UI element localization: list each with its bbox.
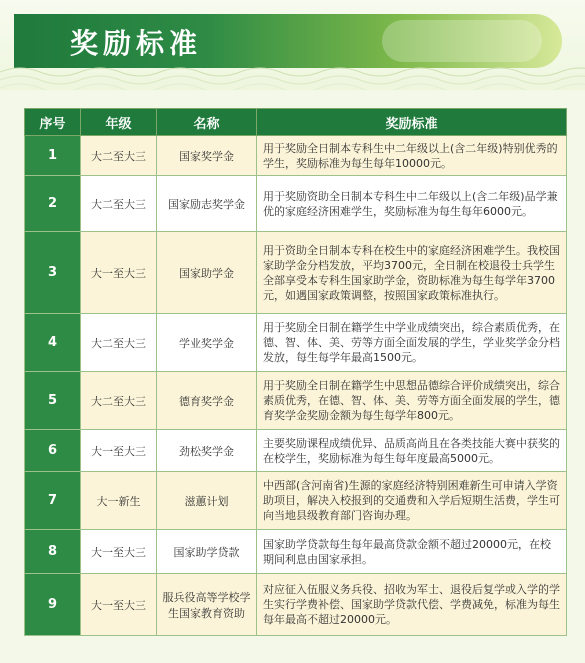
header-standard: 奖励标准 <box>257 109 567 136</box>
header-no: 序号 <box>25 109 81 136</box>
page-title: 奖励标准 <box>70 27 203 60</box>
row-grade: 大一至大三 <box>81 430 157 472</box>
wave-decoration <box>0 64 585 90</box>
row-name: 学业奖学金 <box>157 314 257 372</box>
row-name: 服兵役高等学校学生国家教育资助 <box>157 574 257 636</box>
row-name: 德育奖学金 <box>157 372 257 430</box>
award-table-container <box>24 108 566 654</box>
row-standard: 主要奖励课程成绩优异、品质高尚且在各类技能大赛中获奖的在校学生，奖励标准为每生每年度最高5000元。 <box>257 430 567 472</box>
row-name: 国家奖学金 <box>157 136 257 176</box>
table-row <box>25 232 567 314</box>
row-no: 1 <box>25 136 81 176</box>
table-row <box>25 430 567 472</box>
row-grade: 大二至大三 <box>81 176 157 232</box>
row-standard: 中西部(含河南省)生源的家庭经济特别困难新生可申请入学资助项目，解决入校报到的交通费和入学后短期生活费，学生可向当地县级教育部门咨询办理。 <box>257 472 567 530</box>
row-no: 6 <box>25 430 81 472</box>
row-standard: 对应征入伍服义务兵役、招收为军士、退役后复学或入学的学生实行学费补偿、国家助学贷款代偿、学费减免，标准为每生每年最高不超过20000元。 <box>257 574 567 636</box>
table-header-row <box>25 109 567 136</box>
table-row <box>25 136 567 176</box>
row-grade: 大一至大三 <box>81 574 157 636</box>
header-grade: 年级 <box>81 109 157 136</box>
row-standard: 国家助学贷款每生每年最高贷款金额不超过20000元，在校期间利息由国家承担。 <box>257 530 567 574</box>
row-standard: 用于资助全日制本专科在校生中的家庭经济困难学生。我校国家助学金分档发放，平均3700元，全日制在校退役士兵学生全部享受本专科生国家助学金，资助标准为每生每学年3700元，如遇国家政策调整，按照国家政策标准执行。 <box>257 232 567 314</box>
row-standard: 用于奖励全日制在籍学生中思想品德综合评价成绩突出，综合素质优秀，在德、智、体、美、劳等方面全面发展的学生，德育奖学金奖励金额为每生每学年800元。 <box>257 372 567 430</box>
row-no: 4 <box>25 314 81 372</box>
row-grade: 大一新生 <box>81 472 157 530</box>
row-no: 8 <box>25 530 81 574</box>
row-name: 国家励志奖学金 <box>157 176 257 232</box>
row-no: 3 <box>25 232 81 314</box>
row-no: 7 <box>25 472 81 530</box>
row-no: 2 <box>25 176 81 232</box>
row-no: 5 <box>25 372 81 430</box>
row-standard: 用于奖励资助全日制本专科生中二年级以上(含二年级)品学兼优的家庭经济困难学生，奖励标准为每生每年6000元。 <box>257 176 567 232</box>
table-row <box>25 574 567 636</box>
table-row <box>25 176 567 232</box>
banner-decoration <box>382 20 542 62</box>
header-name: 名称 <box>157 109 257 136</box>
row-grade: 大一至大三 <box>81 530 157 574</box>
row-standard: 用于奖励全日制本专科生中二年级以上(含二年级)特别优秀的学生，奖励标准为每生每年10000元。 <box>257 136 567 176</box>
table-row <box>25 530 567 574</box>
row-name: 国家助学金 <box>157 232 257 314</box>
row-grade: 大二至大三 <box>81 372 157 430</box>
row-grade: 大二至大三 <box>81 136 157 176</box>
row-grade: 大一至大三 <box>81 232 157 314</box>
table-row <box>25 372 567 430</box>
row-name: 劲松奖学金 <box>157 430 257 472</box>
table-row <box>25 472 567 530</box>
table-row <box>25 314 567 372</box>
row-no: 9 <box>25 574 81 636</box>
row-standard: 用于奖励全日制在籍学生中学业成绩突出，综合素质优秀，在德、智、体、美、劳等方面全面发展的学生，学业奖学金分档发放，每生每学年最高1500元。 <box>257 314 567 372</box>
row-name: 滋蕙计划 <box>157 472 257 530</box>
row-name: 国家助学贷款 <box>157 530 257 574</box>
row-grade: 大二至大三 <box>81 314 157 372</box>
award-table <box>24 108 567 636</box>
